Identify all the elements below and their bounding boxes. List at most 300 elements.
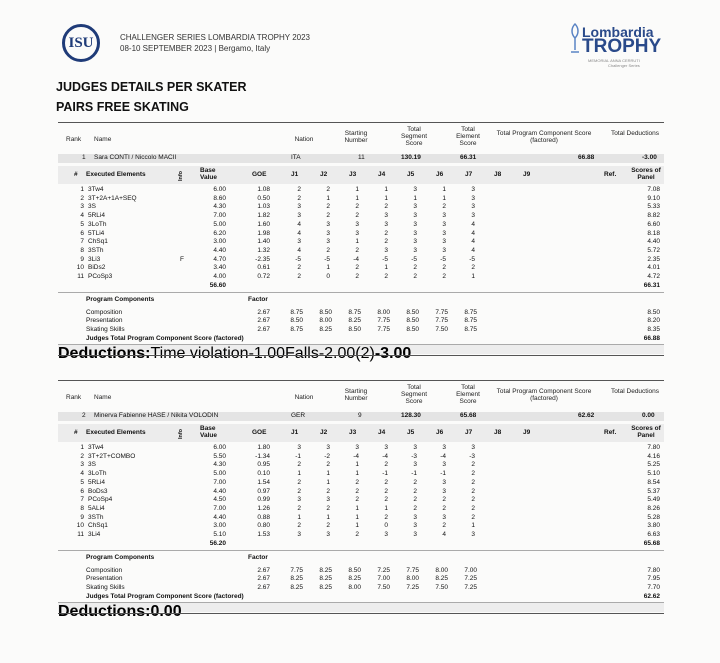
judge-5-score: 2 [413,478,417,486]
judge-7-component-score: 7.00 [464,566,477,574]
element-panel-score: 8.18 [647,229,660,237]
judge-4-score: 1 [384,194,388,202]
judge-2-score: 3 [326,496,330,504]
judge-3-score: 2 [355,531,359,538]
element-number: 8 [80,246,84,254]
isu-logo [62,24,100,62]
component-panel-score: 8.50 [647,308,660,316]
brand-line-2: TROPHY [582,36,662,57]
goe-header: GOE [252,171,267,178]
element-row [58,195,664,203]
judge-1-score: 2 [297,522,301,530]
executed-elements-header: Executed Elements [86,171,146,178]
judge-6-score: 3 [442,212,446,220]
judge-4-score: -4 [382,452,388,460]
starting-number: 11 [358,154,365,161]
panel-total: 66.31 [643,281,660,289]
element-base-value: 4.40 [213,246,226,254]
judge-2-score: -5 [324,255,330,263]
judge-4-score: 2 [384,513,388,521]
judge-4-score: 3 [384,212,388,220]
judge-5-score: 2 [413,273,417,280]
judge-5-component-score: 8.50 [406,326,419,334]
judge-2-score: 1 [326,470,330,478]
judge-6-score: -4 [440,452,446,460]
component-name: Composition [86,308,123,316]
judge-6-score: 3 [442,229,446,237]
judge-5-component-score: 8.50 [406,317,419,325]
judge-4-component-score: 8.00 [377,308,390,316]
ref-header: Ref. [604,171,617,178]
element-number: 10 [76,522,84,530]
judge-3-score: 1 [355,470,359,478]
judge-4-component-score: 7.00 [377,575,390,583]
judge-6-score: 2 [442,273,446,280]
component-panel-score: 7.95 [647,575,660,583]
total-element-score: 66.31 [460,154,477,161]
judge-5-score: -5 [411,255,417,263]
judge-7-component-score: 8.75 [464,317,477,325]
judge-2-component-score: 8.25 [319,584,332,592]
element-number: 11 [77,273,84,280]
element-info: F [180,255,184,263]
judge-7-score: 4 [471,229,475,237]
judge-7-component-score: 7.25 [464,575,477,583]
component-name: Skating Skills [86,584,125,592]
deduction-value-2: -2.00 [318,344,356,362]
judge-6-component-score: 7.75 [435,308,448,316]
element-code: 5TLi4 [88,229,105,237]
name-header: Name [94,394,112,401]
element-base-value: 8.60 [213,194,226,202]
brand-line-1: Lombardia [582,24,654,40]
component-panel-score: 7.70 [647,584,660,592]
element-panel-score: 5.25 [647,461,660,469]
judge-6-component-score: 8.00 [435,566,448,574]
judges-total-value: 66.88 [643,334,660,342]
component-panel-score: 8.35 [647,326,660,334]
judges-total-row [58,593,664,601]
element-row [58,256,664,264]
element-row [58,470,664,478]
element-goe: 0.61 [257,264,270,272]
judge-1-score: 3 [297,444,301,451]
program-components-label: Program Components [86,295,155,303]
judge-7-score: 3 [471,531,475,538]
skater-section-1 [58,122,664,374]
component-name: Presentation [86,575,123,583]
judge-1-score: -1 [295,452,301,460]
element-code: 5RLi4 [88,212,105,220]
element-number: 6 [80,229,84,237]
component-row [58,567,664,575]
judge-6-score: -1 [440,470,446,478]
element-number: 4 [80,470,84,478]
element-row [58,238,664,246]
component-factor: 2.67 [257,317,270,325]
info-header: Info [178,170,185,182]
judge-2-score: 2 [326,246,330,254]
element-goe: 0.10 [257,470,270,478]
executed-elements-header: Executed Elements [86,429,146,436]
judge-6-score: -5 [440,255,446,263]
element-row [58,230,664,238]
total-pcs-score: 66.88 [578,154,595,161]
judge-8-header: J8 [494,429,502,436]
deductions-row [58,602,664,620]
judge-5-score: 3 [413,522,417,530]
element-goe: 1.40 [257,238,270,246]
judge-6-component-score: 8.25 [435,575,448,583]
element-goe: 1.80 [257,444,270,451]
ref-header: Ref. [604,429,617,436]
element-goe: 1.08 [257,186,270,193]
scores-of-panel-header: Scores of Panel [631,167,661,181]
judge-7-score: 2 [471,478,475,486]
total-segment-score: 128.30 [401,412,421,419]
judge-6-score: 2 [442,522,446,530]
judge-5-component-score: 7.75 [406,566,419,574]
element-panel-score: 7.08 [647,186,660,193]
judge-4-score: 2 [384,273,388,280]
rank-header: Rank [66,394,82,401]
element-panel-score: 9.10 [647,194,660,202]
component-row [58,584,664,592]
judge-1-score: 2 [297,487,301,495]
judge-2-score: 3 [326,238,330,246]
judge-6-score: 2 [442,496,446,504]
element-number: 6 [80,487,84,495]
element-base-value: 6.00 [213,186,226,193]
starting-number: 9 [358,412,362,419]
judge-4-component-score: 7.25 [377,566,390,574]
base-value-total: 56.60 [209,281,226,289]
element-panel-score: 6.63 [647,531,660,538]
elements-header [58,166,664,184]
judge-2-score: 2 [326,186,330,193]
judge-1-component-score: 7.75 [290,566,303,574]
judge-3-component-score: 8.50 [348,566,361,574]
element-panel-score: 4.16 [647,452,660,460]
element-base-value: 5.50 [213,452,226,460]
element-code: 3Li4 [88,531,101,538]
judge-2-score: 2 [326,522,330,530]
judge-5-component-score: 8.00 [406,575,419,583]
element-row [58,212,664,220]
deductions-label: Deductions: [58,344,151,362]
component-name: Skating Skills [86,326,125,334]
judge-7-score: 2 [471,504,475,512]
skater-summary-row [58,412,664,421]
judge-4-score: 2 [384,238,388,246]
element-row [58,531,664,539]
element-number: 8 [80,504,84,512]
judge-2-score: 3 [326,444,330,451]
total-deductions-header: Total Deductions [610,388,660,395]
judge-6-component-score: 7.75 [435,317,448,325]
judge-4-score: 3 [384,220,388,228]
element-code: 5RLi4 [88,478,105,486]
judge-7-score: 3 [471,203,475,211]
element-panel-score: 5.37 [647,487,660,495]
judge-5-score: 1 [413,194,417,202]
element-panel-score: 8.26 [647,504,660,512]
skater-rank: 2 [82,412,86,419]
judge-3-header: J3 [349,429,357,436]
judge-6-header: J6 [436,171,444,178]
brand-line-3: MEMORIAL ANNA CERRUTI [588,58,640,63]
element-row [58,522,664,530]
total-segment-score-header: Total Segment Score [400,384,428,405]
isu-logo-text: ISU [68,34,94,51]
judge-4-score: 2 [384,461,388,469]
judge-3-score: 2 [355,487,359,495]
element-totals-row [58,282,664,290]
judge-5-score: 3 [413,531,417,538]
element-base-value: 6.20 [213,229,226,237]
judge-4-score: 2 [384,229,388,237]
factor-label: Factor [248,553,268,561]
judge-4-score: 2 [384,487,388,495]
judge-4-score: 3 [384,246,388,254]
element-panel-score: 5.49 [647,496,660,504]
element-panel-score: 5.10 [647,470,660,478]
element-row [58,453,664,461]
element-code: ChSq1 [88,522,108,530]
total-pcs-header: Total Program Component Score (factored) [496,388,592,402]
element-code: 3Tw4 [88,444,104,451]
judge-8-header: J8 [494,171,502,178]
judge-9-header: J9 [523,171,531,178]
element-row [58,273,664,281]
element-base-value: 3.40 [213,264,226,272]
element-goe: 0.80 [257,522,270,530]
element-goe: 1.26 [257,504,270,512]
judge-1-score: 3 [297,496,301,504]
brand-line-4: Challenger Series [608,63,640,68]
judge-1-component-score: 8.25 [290,575,303,583]
judge-7-score: 3 [471,194,475,202]
judge-4-score: 2 [384,496,388,504]
judge-1-score: -5 [295,255,301,263]
deduction-value-1: -1.00 [248,344,286,362]
judge-6-score: 3 [442,238,446,246]
lombardia-trophy-logo [568,22,662,68]
element-panel-score: 5.72 [647,246,660,254]
judge-5-score: 3 [413,461,417,469]
judge-1-score: 2 [297,461,301,469]
judge-7-component-score: 8.75 [464,308,477,316]
judge-4-header: J4 [378,171,386,178]
judges-total-label: Judges Total Program Component Score (factored) [86,592,244,600]
judge-3-header: J3 [349,171,357,178]
judge-6-score: 2 [442,504,446,512]
judge-1-score: 2 [297,264,301,272]
judge-1-score: 3 [297,212,301,220]
component-name: Presentation [86,317,123,325]
judge-5-component-score: 7.25 [406,584,419,592]
component-row [58,309,664,317]
judge-6-score: 3 [442,246,446,254]
judge-2-score: 1 [326,264,330,272]
judge-3-score: 2 [355,212,359,220]
element-goe: 1.54 [257,478,270,486]
element-number: 2 [80,194,84,202]
element-number: 3 [80,203,84,211]
judge-4-score: 3 [384,531,388,538]
element-code: 3STh [88,246,104,254]
element-base-value: 6.00 [213,444,226,451]
judge-3-score: 3 [355,220,359,228]
judge-2-score: 3 [326,531,330,538]
component-panel-score: 8.20 [647,317,660,325]
rank-header: Rank [66,136,82,143]
element-row [58,186,664,194]
judge-2-header: J2 [320,171,328,178]
deduction-count: (2) [355,344,375,362]
judge-3-score: -4 [353,452,359,460]
element-goe: 0.88 [257,513,270,521]
component-factor: 2.67 [257,326,270,334]
element-number: 7 [80,496,84,504]
nation-header: Nation [294,136,314,143]
judge-7-score: 1 [471,273,475,280]
judge-3-score: 1 [355,504,359,512]
skater-name: Sara CONTI / Niccolo MACII [94,154,177,161]
judge-4-score: 1 [384,504,388,512]
judge-6-score: 3 [442,444,446,451]
num-header: # [74,429,78,436]
judge-5-score: 3 [413,212,417,220]
element-code: 3LoTh [88,220,107,228]
judge-3-score: 2 [355,496,359,504]
judge-3-component-score: 8.25 [348,575,361,583]
skater-nation: GER [291,412,306,419]
element-goe: 0.95 [257,461,270,469]
judge-7-score: 1 [471,522,475,530]
judge-6-score: 4 [442,531,446,538]
element-goe: 1.03 [257,203,270,211]
element-code: PCoSp4 [88,496,113,504]
judge-1-component-score: 8.75 [290,308,303,316]
judge-2-score: 3 [326,220,330,228]
judge-6-header: J6 [436,429,444,436]
judge-7-score: 4 [471,238,475,246]
element-number: 11 [77,531,84,538]
element-panel-score: 2.35 [647,255,660,263]
element-base-value: 4.40 [213,487,226,495]
judge-1-score: 4 [297,229,301,237]
judge-5-score: 3 [413,203,417,211]
base-value-total: 56.20 [209,539,226,547]
judge-3-score: 3 [355,444,359,451]
element-goe: 1.98 [257,229,270,237]
element-row [58,247,664,255]
element-base-value: 3.00 [213,522,226,530]
judge-1-score: 2 [297,186,301,193]
judge-7-score: 2 [471,513,475,521]
judge-2-score: 2 [326,212,330,220]
element-number: 5 [80,220,84,228]
judge-6-component-score: 7.50 [435,326,448,334]
skater-summary-row [58,154,664,163]
element-goe: -1.34 [255,452,270,460]
component-row [58,326,664,334]
total-element-score-header: Total Element Score [456,126,480,147]
judge-3-score: 3 [355,229,359,237]
element-row [58,461,664,469]
judge-1-component-score: 8.25 [290,584,303,592]
element-number: 9 [80,255,84,263]
judge-4-score: 3 [384,444,388,451]
judge-2-header: J2 [320,429,328,436]
judge-4-header: J4 [378,429,386,436]
element-code: 5ALi4 [88,504,105,512]
element-base-value: 4.50 [213,496,226,504]
judge-6-score: 2 [442,264,446,272]
element-panel-score: 5.33 [647,203,660,211]
judge-1-score: 3 [297,531,301,538]
element-panel-score: 7.80 [647,444,660,451]
judge-6-score: 3 [442,220,446,228]
event-header [120,32,310,54]
judge-2-score: 2 [326,461,330,469]
judge-1-score: 2 [297,194,301,202]
element-row [58,264,664,272]
judge-4-score: -5 [382,255,388,263]
goe-header: GOE [252,429,267,436]
judge-7-score: 4 [471,220,475,228]
element-goe: 0.50 [257,194,270,202]
judge-3-score: 2 [355,264,359,272]
judge-1-score: 2 [297,504,301,512]
judge-4-score: 1 [384,264,388,272]
element-base-value: 4.00 [213,273,226,280]
judge-2-score: 0 [326,273,330,280]
element-goe: 1.60 [257,220,270,228]
judges-total-label: Judges Total Program Component Score (factored) [86,334,244,342]
judge-1-component-score: 8.50 [290,317,303,325]
page-title: JUDGES DETAILS PER SKATER [56,80,247,94]
judge-7-component-score: 7.25 [464,584,477,592]
element-number: 1 [80,186,84,193]
element-code: ChSq1 [88,238,108,246]
element-row [58,514,664,522]
trophy-icon [568,22,582,56]
judges-total-value: 62.62 [643,592,660,600]
judge-5-score: 3 [413,444,417,451]
panel-total: 65.68 [643,539,660,547]
judge-6-score: 1 [442,186,446,193]
element-code: 3T+2A+1A+SEQ [88,194,137,202]
judge-1-score: 2 [297,478,301,486]
skater-rank: 1 [82,154,86,161]
summary-header [58,124,664,154]
element-panel-score: 4.01 [647,264,660,272]
judge-3-component-score: 8.25 [348,317,361,325]
element-number: 10 [76,264,84,272]
judge-3-score: 1 [355,194,359,202]
judge-4-component-score: 7.50 [377,584,390,592]
judge-4-score: 2 [384,203,388,211]
judge-7-score: -5 [469,255,475,263]
element-panel-score: 3.80 [647,522,660,530]
judge-6-score: 1 [442,194,446,202]
judge-4-component-score: 7.75 [377,326,390,334]
judge-2-score: -2 [324,452,330,460]
element-base-value: 5.00 [213,220,226,228]
starting-number-header: Starting Number [344,130,368,144]
